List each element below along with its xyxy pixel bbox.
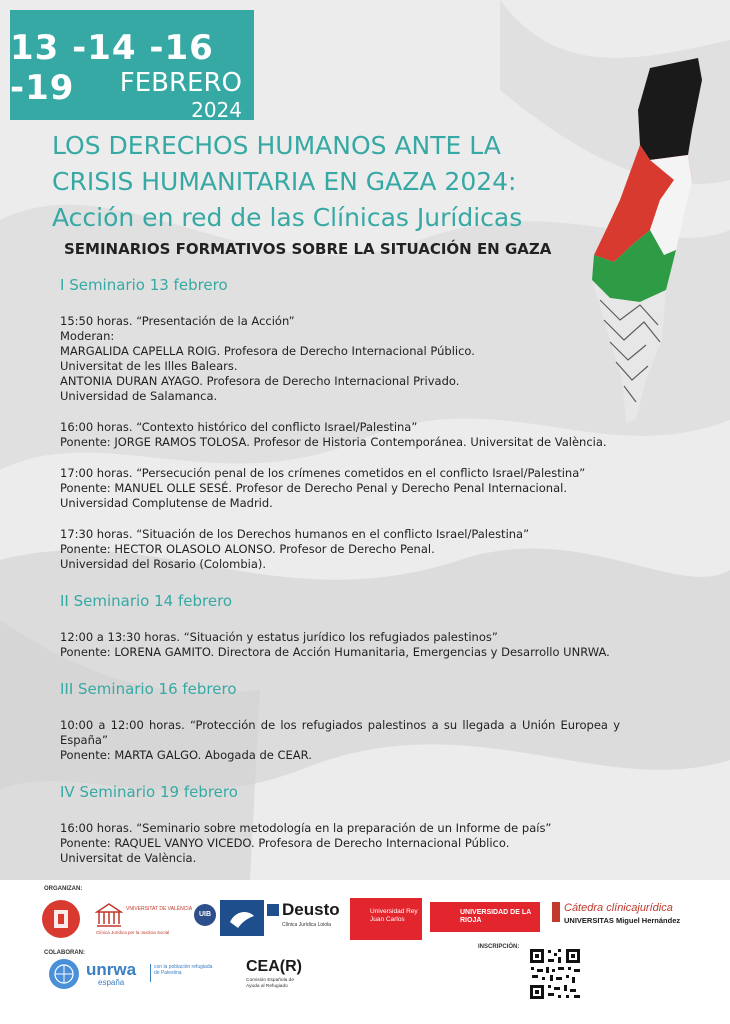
item-line: 17:00 horas. “Persecución penal de los crímenes cometidos en el conflicto Israel/Palestina”: [60, 466, 586, 480]
unrwa-tagline: con la población refugiada de Palestina: [154, 964, 213, 976]
rioja-logo-text: UNIVERSIDAD DE LA RIOJA: [460, 909, 531, 924]
red-circle-logo: [40, 898, 82, 940]
item-line: Ponente: JORGE RAMOS TOLOSA. Profesor de Historia Contemporánea. Universitat de València.: [60, 435, 607, 449]
deusto-logo-subtext: Clínica Jurídica Loiola: [282, 922, 331, 928]
item-line: ANTONIA DURAN AYAGO. Profesora de Derecho Internacional Privado.: [60, 374, 460, 388]
item-line: Ponente: RAQUEL VANYO VICEDO. Profesora de Derecho Internacional Público.: [60, 836, 510, 850]
un-emblem-icon: [48, 958, 80, 990]
date-banner: [10, 10, 254, 120]
catedra-logo-subtext: UNIVERSITAS Miguel Hernández: [564, 916, 681, 925]
colaboran-label: COLABORAN:: [44, 950, 85, 956]
cear-logo-subtext: Comisión Española de Ayuda al Refugiado: [246, 978, 294, 989]
unrwa-logo-subtext: españa: [98, 978, 125, 987]
uib-logo: UIB: [194, 904, 216, 926]
title-line-1: LOS DERECHOS HUMANOS ANTE LA: [52, 131, 501, 160]
deusto-icon: [267, 904, 279, 916]
inscripcion-label: INSCRIPCIÓN:: [478, 944, 520, 950]
unrwa-logo-text: unrwa: [86, 960, 137, 979]
item-line: 15:50 horas. “Presentación de la Acción”: [60, 314, 295, 328]
seminar-heading: IV Seminario 19 febrero: [60, 783, 238, 801]
program-item: [60, 420, 620, 450]
rioja-logo: [430, 902, 540, 932]
program-content: [60, 276, 620, 882]
title-line-3: Acción en red de las Clínicas Jurídicas: [52, 203, 523, 232]
registration-qr-code[interactable]: [528, 947, 582, 1001]
item-line: Ponente: LORENA GAMITO. Directora de Acción Humanitaria, Emergencias y Desarrollo UNRWA.: [60, 645, 610, 659]
main-title: [52, 128, 522, 236]
program-item: [60, 630, 620, 660]
catedra-mark: [552, 902, 560, 922]
item-line: Universitat de València.: [60, 851, 197, 865]
valencia-building-icon: [95, 902, 123, 928]
urjc-logo: [350, 898, 422, 940]
item-line: 12:00 a 13:30 horas. “Situación y estatus jurídico los refugiados palestinos”: [60, 630, 498, 644]
valencia-logo-subtext: Clínica Jurídica per la Justícia Social: [96, 930, 170, 935]
organizan-label: ORGANIZAN:: [44, 886, 83, 892]
urjc-logo-text: Universidad Rey Juan Carlos: [370, 908, 418, 923]
date-month: FEBRERO: [119, 68, 242, 98]
unrwa-divider: [150, 964, 151, 982]
program-item: [60, 466, 620, 511]
item-line: 17:30 horas. “Situación de los Derechos humanos en el conflicto Israel/Palestina”: [60, 527, 530, 541]
item-line: Universitat de les Illes Balears.: [60, 359, 238, 373]
valencia-logo-text: VNIVERSITAT DE VALÈNCIA: [126, 906, 193, 912]
item-line: Ponente: MANUEL OLLE SESÉ. Profesor de Derecho Penal y Derecho Penal Internacional.: [60, 481, 567, 495]
date-year: 2024: [191, 98, 242, 122]
item-line: Universidad del Rosario (Colombia).: [60, 557, 267, 571]
item-line: MARGALIDA CAPELLA ROIG. Profesora de Derecho Internacional Público.: [60, 344, 475, 358]
item-line: Ponente: HECTOR OLASOLO ALONSO. Profesor de Derecho Penal.: [60, 542, 435, 556]
item-line: 16:00 horas. “Contexto histórico del conflicto Israel/Palestina”: [60, 420, 418, 434]
item-line: 10:00 a 12:00 horas. “Protección de los refugiados palestinos a su llegada a Unión Europea y España”: [60, 718, 620, 747]
program-item: [60, 527, 620, 572]
date-days: 13 -14 -16 -19: [10, 28, 214, 108]
program-item: [60, 821, 620, 866]
catedra-logo-text: Cátedra clínicajurídica: [564, 902, 673, 914]
cear-logo-text: CEA(R): [246, 958, 302, 975]
dove-logo: [220, 900, 264, 936]
program-item: [60, 718, 620, 763]
seminar-heading: I Seminario 13 febrero: [60, 276, 228, 294]
deusto-logo-text: Deusto: [282, 900, 340, 919]
seminar-heading: II Seminario 14 febrero: [60, 592, 233, 610]
item-line: Universidad de Salamanca.: [60, 389, 218, 403]
subtitle: SEMINARIOS FORMATIVOS SOBRE LA SITUACIÓN EN GAZA: [64, 240, 552, 258]
item-line: Universidad Complutense de Madrid.: [60, 496, 273, 510]
seminar-heading: III Seminario 16 febrero: [60, 680, 237, 698]
item-line: Moderan:: [60, 329, 115, 343]
item-line: Ponente: MARTA GALGO. Abogada de CEAR.: [60, 748, 312, 762]
item-line: 16:00 horas. “Seminario sobre metodología en la preparación de un Informe de país”: [60, 821, 552, 835]
program-item: [60, 314, 620, 404]
sponsors-footer: [0, 880, 730, 1024]
title-line-2: CRISIS HUMANITARIA EN GAZA 2024:: [52, 167, 517, 196]
